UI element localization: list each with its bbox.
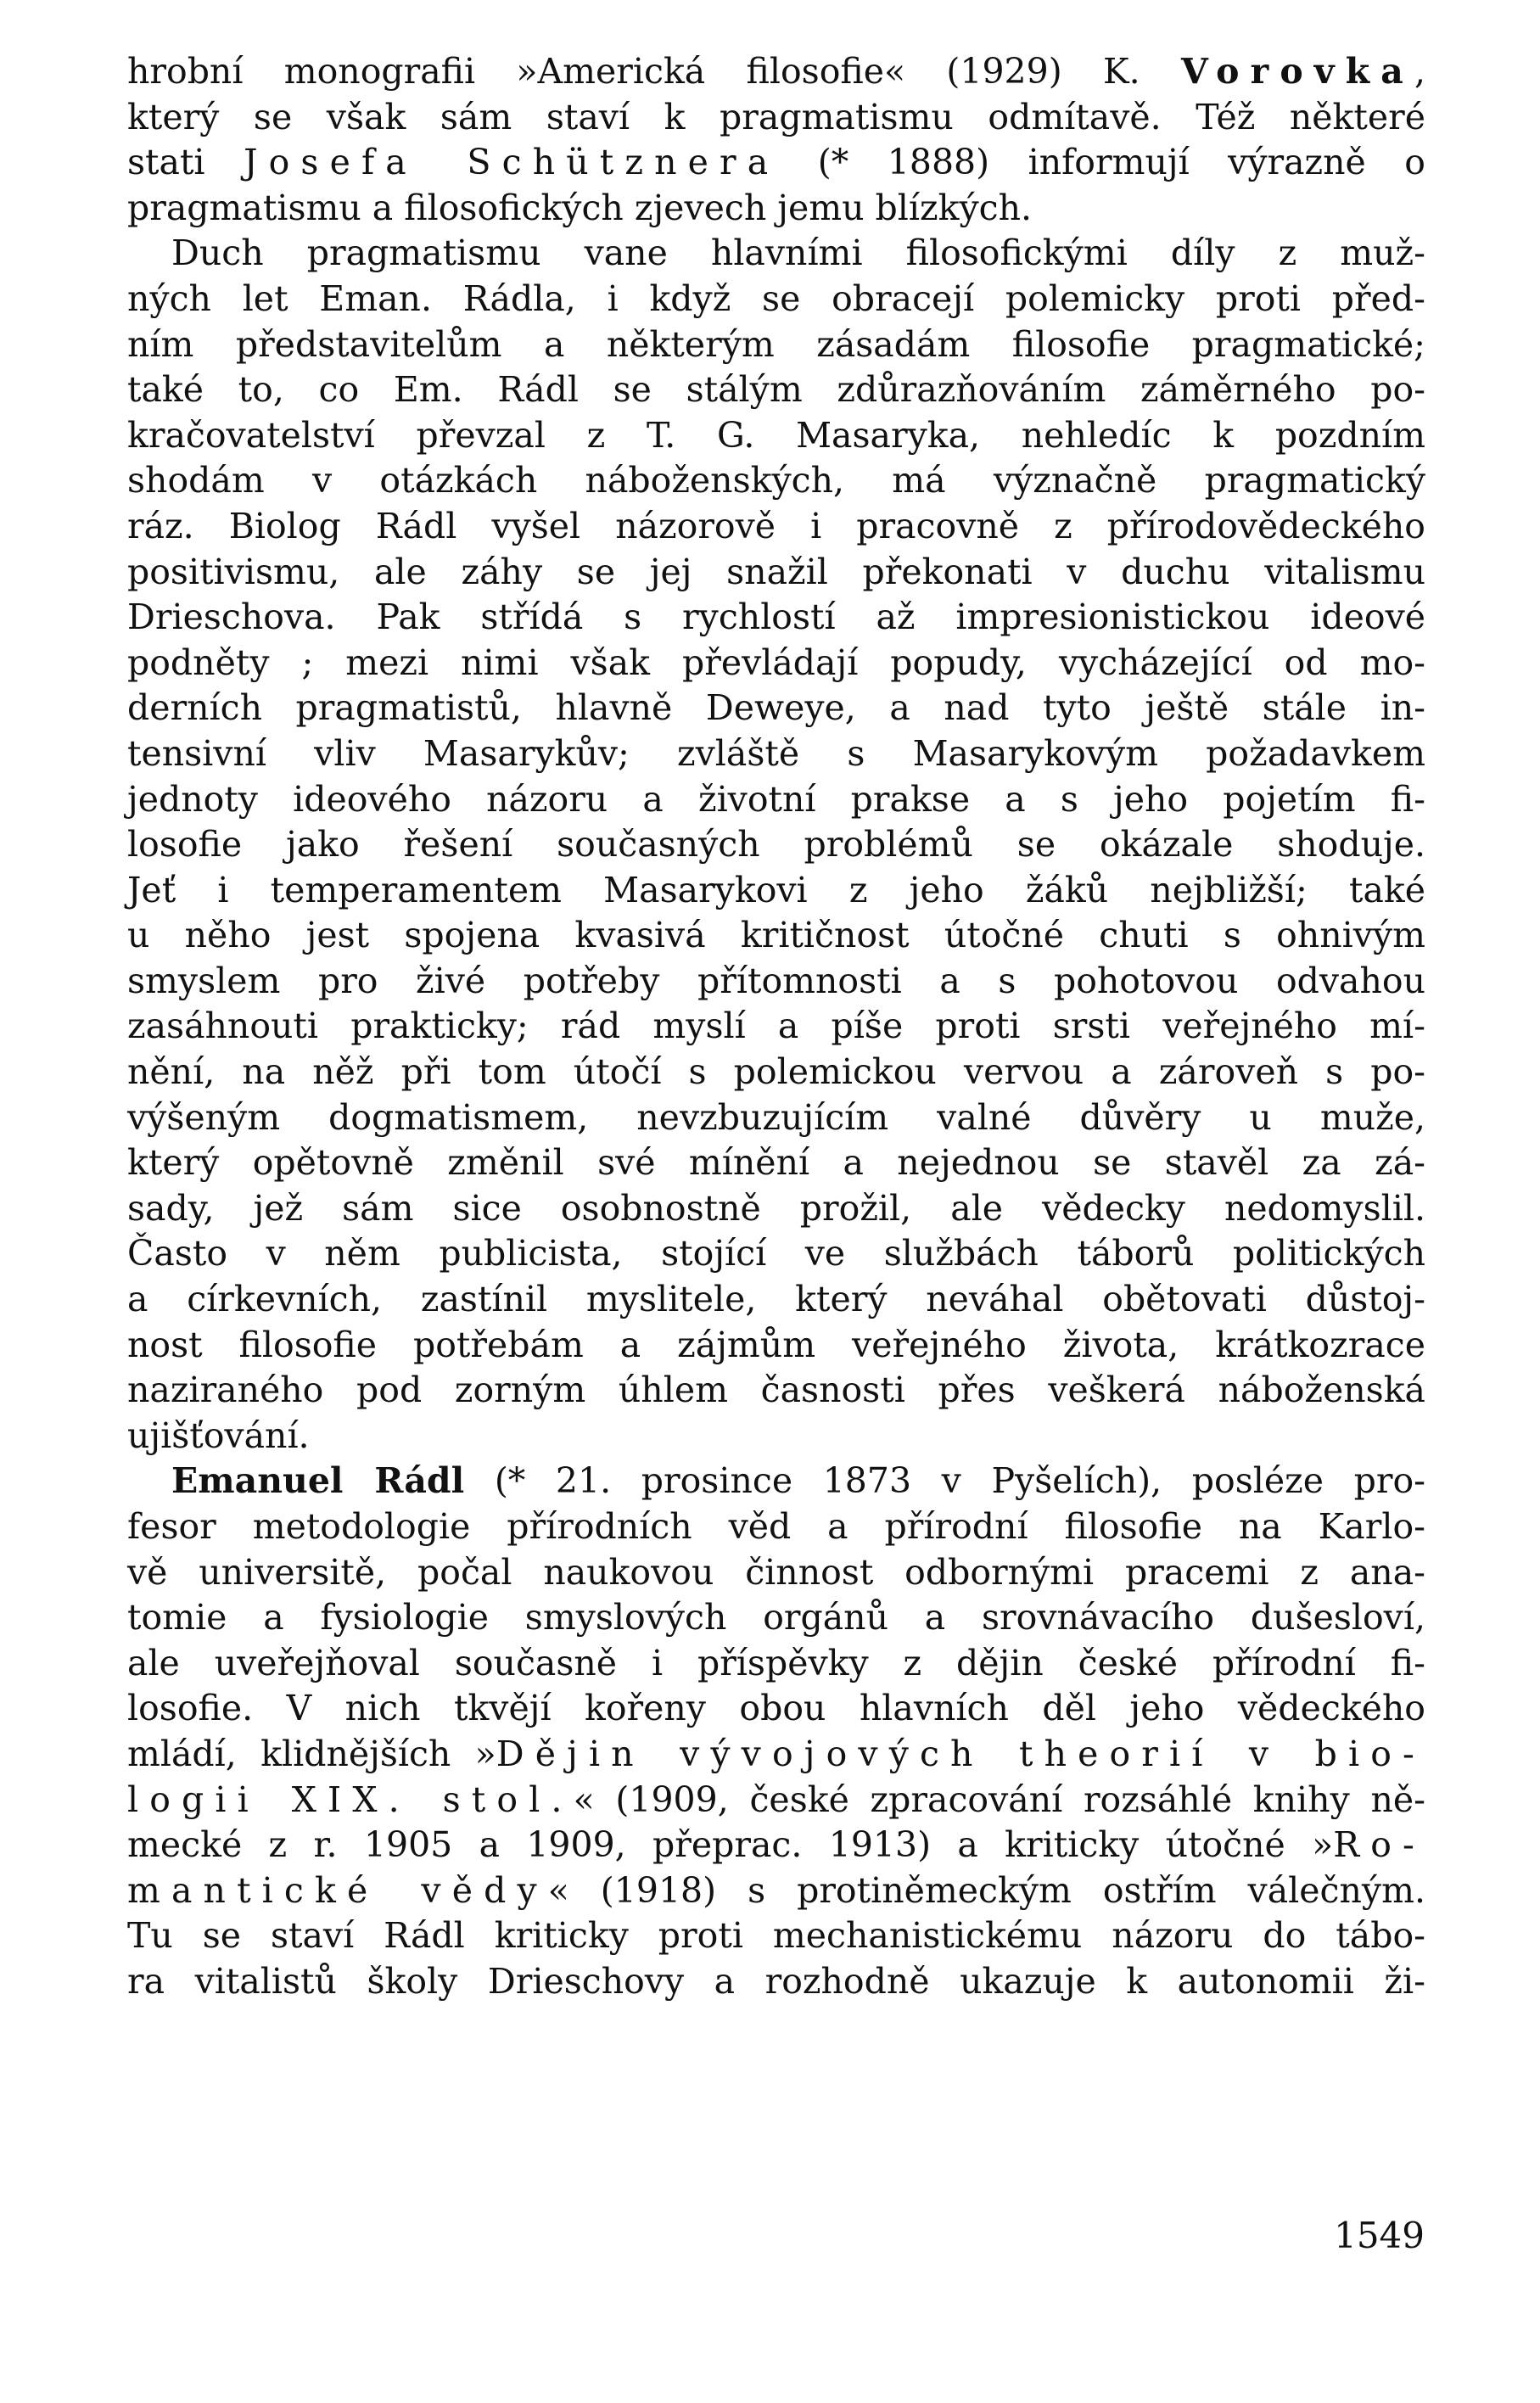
document-page	[127, 49, 1425, 2005]
text-line: kračovatelství převzal z T. G. Masaryka, nehledíc k pozdním	[127, 414, 1425, 456]
text-line: ním představitelům a některým zásadám filosofie pragmatické;	[127, 323, 1425, 365]
text-line: losofie. V nich tkvějí kořeny obou hlavních děl jeho vědeckého	[127, 1688, 1425, 1729]
text-line: smyslem pro živé potřeby přítomnosti a s pohotovou odvahou	[127, 960, 1425, 1001]
work-title-romanticke: Ro-	[1333, 1824, 1425, 1866]
work-title-dejiny-cont: logii XIX. stol.	[127, 1778, 574, 1820]
paragraph-start-line: Emanuel Rádl (* 21. prosince 1873 v Pyšelích), posléze pro-	[171, 1460, 1425, 1502]
work-title-dejiny: Dějin vývojových theorií v bio-	[496, 1733, 1425, 1774]
text-line: ujišťování.	[127, 1414, 310, 1456]
text-line: výšeným dogmatismem, nevzbuzujícím valné důvěry u muže,	[127, 1096, 1425, 1138]
text-line: losofie jako řešení současných problémů se okázale shoduje.	[127, 824, 1425, 865]
text-line: u něho jest spojena kvasivá kritičnost útočné chuti s ohnivým	[127, 915, 1425, 956]
text-line: vě universitě, počal naukovou činnost odbornými pracemi z ana-	[127, 1551, 1425, 1593]
text-line: zasáhnouti prakticky; rád myslí a píše proti srsti veřejného mí-	[127, 1005, 1425, 1047]
text-line: také to, co Em. Rádl se stálým zdůrazňováním záměrného po-	[127, 369, 1425, 411]
text-line: shodám v otázkách náboženských, má význačně pragmatický	[127, 460, 1425, 501]
text-line: sady, jež sám sice osobnostně prožil, ale vědecky nedomyslil.	[127, 1187, 1425, 1229]
text-line: nost filosofie potřebám a zájmům veřejného života, krátkozrace	[127, 1324, 1425, 1365]
entry-name-radl: Emanuel Rádl	[171, 1460, 465, 1502]
work-title-romanticke-cont: mantické vědy	[127, 1869, 548, 1911]
text-line: fesor metodologie přírodních věd a přírodní filosofie na Karlo-	[127, 1506, 1425, 1547]
text-line: který opětovně změnil své mínění a nejednou se stavěl za zá-	[127, 1142, 1425, 1184]
author-name-schutzner: Josefa Schütznera	[244, 142, 780, 183]
text-line: naziraného pod zorným úhlem časnosti přes veškerá náboženská	[127, 1370, 1425, 1411]
text-line: ných let Eman. Rádla, i když se obracejí polemicky proti před-	[127, 277, 1425, 319]
text-line: positivismu, ale záhy se jej snažil překonati v duchu vitalismu	[127, 551, 1425, 592]
text-line: nění, na něž při tom útočí s polemickou vervou a zároveň s po-	[127, 1051, 1425, 1093]
author-name-vorovka: Vorovka	[1180, 51, 1414, 92]
text-line: podněty ; mezi nimi však převládají popudy, vycházející od mo-	[127, 641, 1425, 683]
text-line: derních pragmatistů, hlavně Deweye, a nad tyto ještě stále in-	[127, 687, 1425, 729]
text-line: tensivní vliv Masarykův; zvláště s Masarykovým požadavkem	[127, 732, 1425, 774]
text-line: Tu se staví Rádl kriticky proti mechanistickému názoru do tábo-	[127, 1915, 1425, 1957]
text-line: mecké z r. 1905 a 1909, přeprac. 1913) a kriticky útočné »Ro-	[127, 1824, 1425, 1866]
text-line: logii XIX. stol.« (1909, české zpracování rozsáhlé knihy ně-	[127, 1778, 1425, 1820]
text-line: ra vitalistů školy Drieschovy a rozhodně ukazuje k autonomii ži-	[127, 1960, 1425, 2002]
paragraph-start-line: Duch pragmatismu vane hlavními filosofickými díly z muž-	[171, 232, 1425, 274]
text-line: mantické vědy« (1918) s protiněmeckým ostřím válečným.	[127, 1869, 1425, 1911]
text-line: ale uveřejňoval současně i příspěvky z dějin české přírodní fi-	[127, 1642, 1425, 1683]
text-line: hrobní monografii »Americká filosofie« (1929) K. Vorovka,	[127, 51, 1425, 92]
text-line: jednoty ideového názoru a životní prakse a s jeho pojetím fi-	[127, 778, 1425, 820]
text-line: mládí, klidnějších »Dějin vývojových theorií v bio-	[127, 1733, 1425, 1774]
text-line: ráz. Biolog Rádl vyšel názorově i pracovně z přírodovědeckého	[127, 505, 1425, 546]
text-line: který se však sám staví k pragmatismu odmítavě. Též některé	[127, 96, 1425, 137]
text-line: Drieschova. Pak střídá s rychlostí až impresionistickou ideové	[127, 597, 1425, 638]
text-line: stati Josefa Schütznera (* 1888) informují výrazně o	[127, 142, 1425, 183]
text-line: Jeť i temperamentem Masarykovi z jeho žáků nejbližší; také	[127, 869, 1425, 910]
text-line: Často v něm publicista, stojící ve službách táborů politických	[127, 1233, 1425, 1274]
page-number: 1549	[1334, 2215, 1425, 2256]
text-line: a církevních, zastínil myslitele, který neváhal obětovati důstoj-	[127, 1279, 1425, 1320]
text-line: pragmatismu a filosofických zjevech jemu blízkých.	[127, 187, 1033, 228]
text-line: tomie a fysiologie smyslových orgánů a srovnávacího dušesloví,	[127, 1597, 1425, 1638]
